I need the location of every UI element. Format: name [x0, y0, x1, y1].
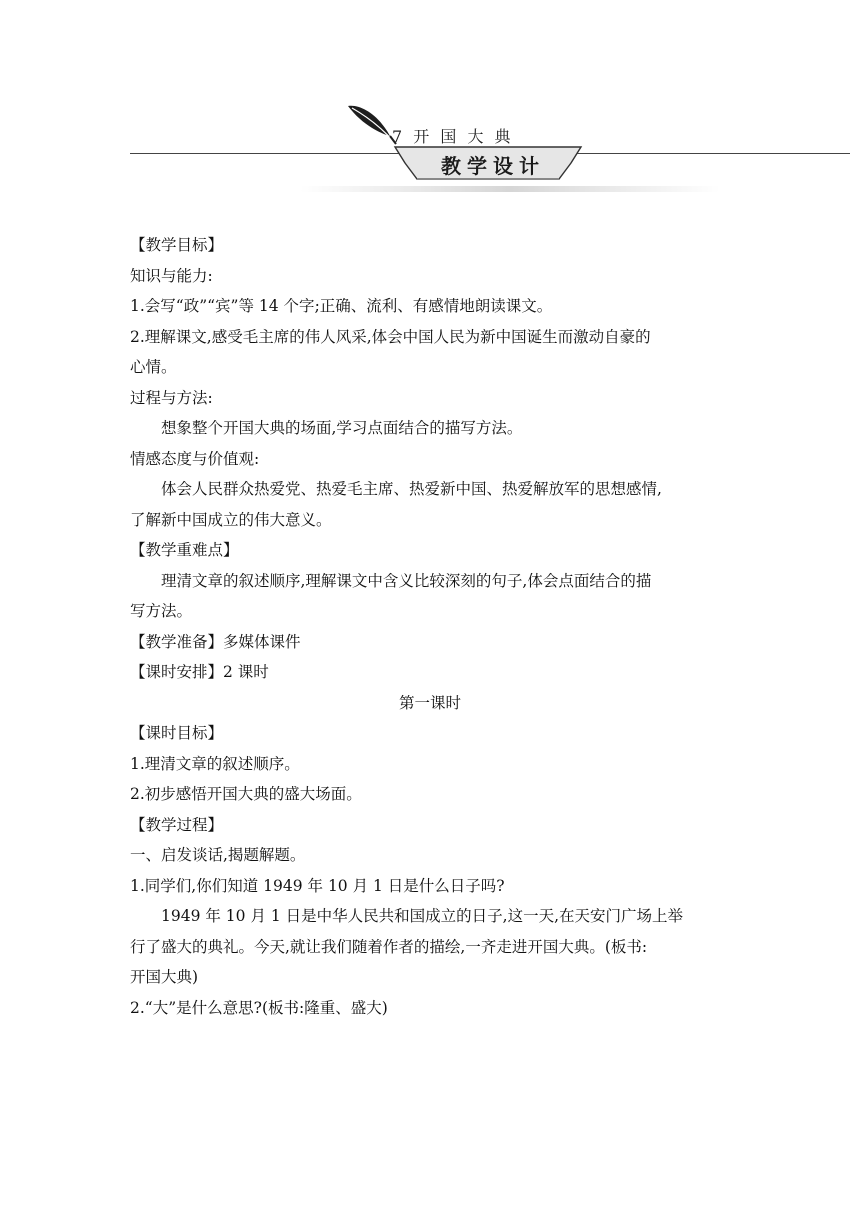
text-line: 开国大典) [130, 968, 199, 986]
text-line: 知识与能力: [130, 266, 213, 285]
text-line: 2.理解课文,感受毛主席的伟人风采,体会中国人民为新中国诞生而激动自豪的 [130, 327, 651, 346]
text-line: 【课时目标】 [130, 724, 224, 742]
text-line: 2.初步感悟开国大典的盛大场面。 [130, 785, 362, 803]
text-line: 【教学目标】 [130, 236, 224, 254]
text-line: 情感态度与价值观: [130, 449, 260, 468]
feather-quill-icon [346, 102, 398, 146]
text-line: 心情。 [130, 358, 177, 376]
lesson-title: 7 开 国 大 典 [392, 127, 514, 146]
page-header [0, 0, 860, 200]
text-line: 【教学重难点】 [130, 541, 239, 559]
banner-label: 教学设计 [441, 154, 545, 178]
text-line: 想象整个开国大典的场面,学习点面结合的描写方法。 [161, 419, 523, 437]
text-line: 1.会写“政”“宾”等 14 个字;正确、流利、有感情地朗读课文。 [130, 297, 553, 315]
text-line: 过程与方法: [130, 388, 213, 407]
text-line: 【课时安排】2 课时 [130, 663, 269, 681]
text-line: 了解新中国成立的伟大意义。 [130, 510, 332, 529]
text-line: 理清文章的叙述顺序,理解课文中含义比较深刻的句子,体会点面结合的描 [161, 571, 652, 590]
document-body [130, 230, 730, 1023]
banner-shadow [300, 186, 720, 192]
text-line: 【教学准备】多媒体课件 [130, 632, 301, 651]
text-line: 一、启发谈话,揭题解题。 [130, 846, 306, 864]
text-line: 2.“大”是什么意思?(板书:隆重、盛大) [130, 998, 388, 1017]
text-line: 1949 年 10 月 1 日是中华人民共和国成立的日子,这一天,在天安门广场上举 [161, 907, 684, 925]
text-line: 体会人民群众热爱党、热爱毛主席、热爱新中国、热爱解放军的思想感情, [161, 480, 662, 498]
text-line: 1.理清文章的叙述顺序。 [130, 754, 300, 773]
section-heading: 第一课时 [398, 693, 461, 712]
text-line: 行了盛大的典礼。今天,就让我们随着作者的描绘,一齐走进开国大典。(板书: [130, 937, 648, 956]
text-line: 1.同学们,你们知道 1949 年 10 月 1 日是什么日子吗? [130, 876, 505, 895]
text-line: 【教学过程】 [130, 815, 224, 834]
text-line: 写方法。 [130, 602, 193, 620]
